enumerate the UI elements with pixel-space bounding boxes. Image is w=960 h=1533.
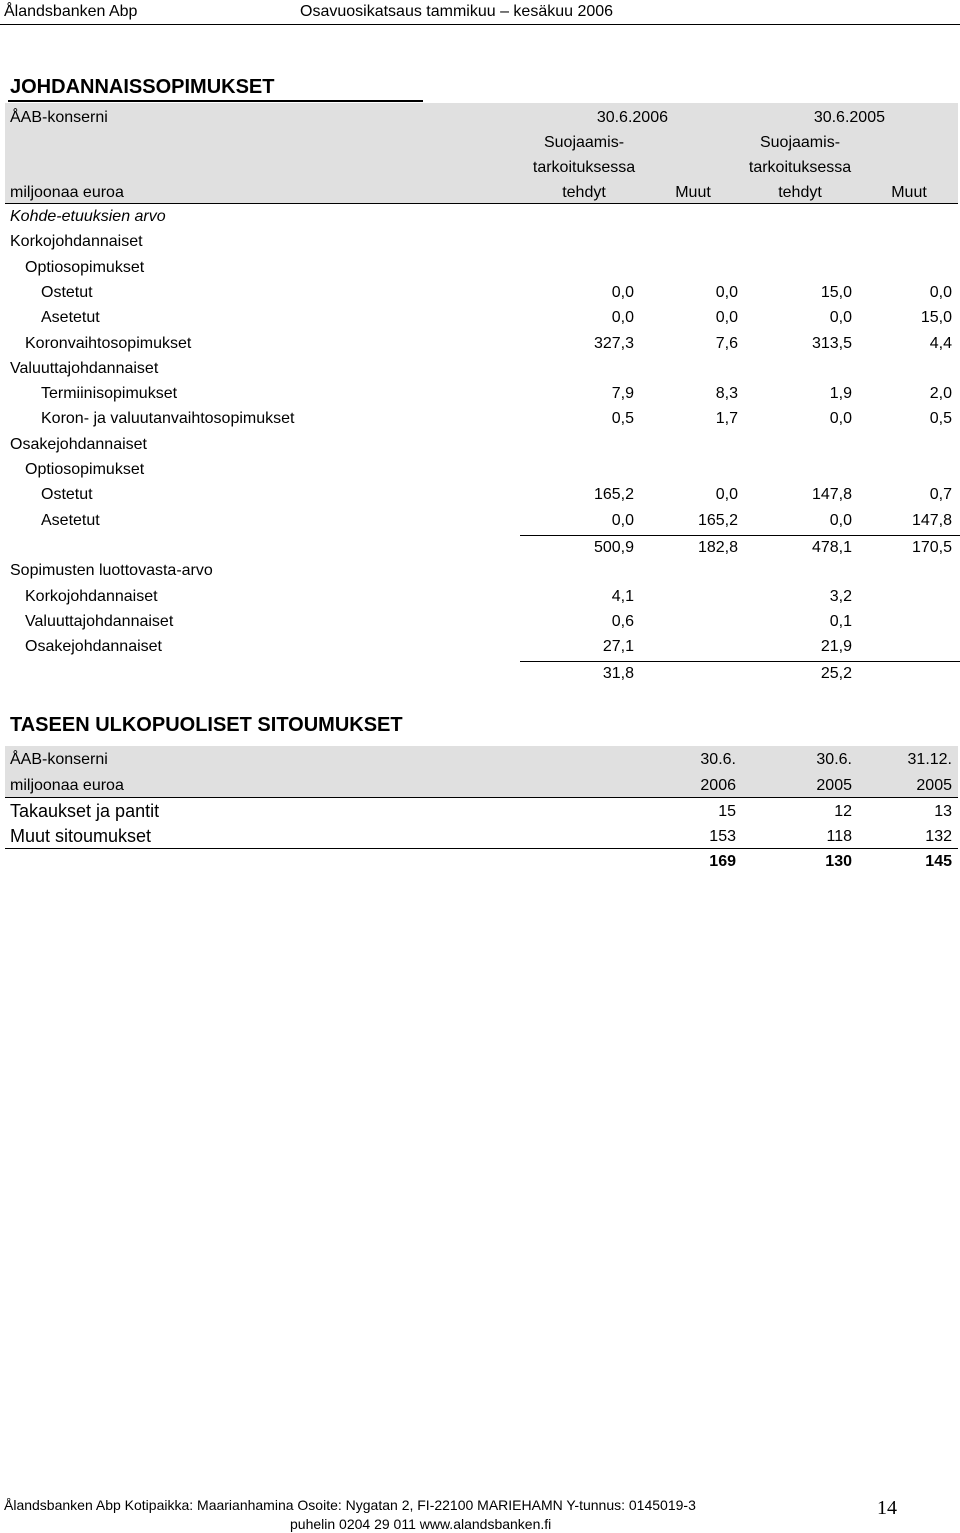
- derivatives-cell: 0,5: [929, 410, 952, 427]
- derivatives-cell: 2,0: [929, 385, 952, 402]
- derivatives-row-label: Termiinisopimukset: [41, 385, 178, 402]
- credit-cell: 0,1: [829, 613, 852, 630]
- offbalance-date-1: 30.6.: [700, 751, 736, 768]
- col-2005-other: Muut: [891, 184, 927, 201]
- hedge-label-2005-a: Suojaamis-: [759, 134, 841, 151]
- page-number: 14: [877, 1497, 897, 1519]
- derivatives-title: JOHDANNAISSOPIMUKSET: [10, 76, 275, 98]
- footer-contact: puhelin 0204 29 011 www.alandsbanken.fi: [290, 1516, 552, 1532]
- offbalance-cell: 118: [826, 828, 852, 845]
- page-header: [0, 2, 960, 24]
- offbalance-cell: 15: [718, 803, 736, 820]
- hedge-label-2005-b: tarkoituksessa: [748, 159, 852, 176]
- offbalance-cell: 153: [709, 828, 736, 845]
- credit-total-cell: 31,8: [602, 665, 634, 682]
- derivatives-row-label: Osakejohdannaiset: [10, 436, 147, 453]
- credit-cell: 21,9: [820, 638, 852, 655]
- derivatives-date-2005: 30.6.2005: [813, 109, 885, 126]
- derivatives-row-label: Ostetut: [41, 284, 93, 301]
- header-bank-name: Ålandsbanken Abp: [4, 3, 138, 20]
- derivatives-total-cell: 500,9: [593, 539, 634, 556]
- footer-company-info: Ålandsbanken Abp Kotipaikka: Maarianhamina Osoite: Nygatan 2, FI-22100 MARIEHAMN Y-tunnus: 0145019-3: [4, 1497, 696, 1513]
- offbalance-year-2: 2005: [816, 777, 852, 794]
- derivatives-cell: 15,0: [820, 284, 852, 301]
- derivatives-cell: 0,0: [929, 284, 952, 301]
- derivatives-cell: 0,0: [829, 309, 852, 326]
- derivatives-cell: 327,3: [593, 335, 634, 352]
- credit-total-rule: [520, 661, 960, 662]
- derivatives-cell: 0,0: [715, 309, 738, 326]
- derivatives-row-label: Koron- ja valuutanvaihtosopimukset: [41, 410, 295, 427]
- derivatives-total-cell: 478,1: [811, 539, 852, 556]
- derivatives-unit-label: miljoonaa euroa: [10, 184, 124, 201]
- offbalance-total-cell: 169: [709, 853, 736, 870]
- derivatives-cell: 147,8: [811, 486, 852, 503]
- derivatives-cell: 7,6: [715, 335, 738, 352]
- derivatives-cell: 313,5: [811, 335, 852, 352]
- derivatives-row-label: Koronvaihtosopimukset: [25, 335, 192, 352]
- derivatives-cell: 1,7: [715, 410, 738, 427]
- derivatives-cell: 0,5: [611, 410, 634, 427]
- offbalance-header-band: [5, 746, 958, 798]
- derivatives-row-label: Optiosopimukset: [25, 259, 145, 276]
- credit-cell: 0,6: [611, 613, 634, 630]
- credit-total-cell: 25,2: [820, 665, 852, 682]
- offbalance-unit-label: miljoonaa euroa: [10, 777, 124, 794]
- offbalance-header-rule: [5, 797, 958, 798]
- derivatives-header-rule: [5, 203, 958, 204]
- derivatives-row-label: Ostetut: [41, 486, 93, 503]
- col-2006-other: Muut: [675, 184, 711, 201]
- derivatives-cell: 0,0: [611, 512, 634, 529]
- derivatives-cell: 0,7: [929, 486, 952, 503]
- header-report-title: Osavuosikatsaus tammikuu – kesäkuu 2006: [300, 3, 614, 20]
- offbalance-cell: 132: [925, 828, 952, 845]
- offbalance-total-rule: [5, 848, 958, 849]
- derivatives-total-rule: [520, 535, 960, 536]
- derivatives-row-label: Korkojohdannaiset: [10, 233, 143, 250]
- credit-row-label: Korkojohdannaiset: [25, 588, 158, 605]
- offbalance-total-cell: 145: [925, 853, 952, 870]
- credit-cell: 4,1: [611, 588, 634, 605]
- offbalance-date-2: 30.6.: [816, 751, 852, 768]
- derivatives-cell: 0,0: [715, 486, 738, 503]
- offbalance-row-label: Muut sitoumukset: [10, 826, 152, 846]
- derivatives-cell: 0,0: [611, 309, 634, 326]
- credit-cell: 3,2: [829, 588, 852, 605]
- offbalance-title: TASEEN ULKOPUOLISET SITOUMUKSET: [10, 714, 403, 736]
- derivatives-cell: 0,0: [715, 284, 738, 301]
- derivatives-row-label: Kohde-etuuksien arvo: [10, 208, 166, 225]
- derivatives-cell: 7,9: [611, 385, 634, 402]
- derivatives-row-label: Optiosopimukset: [25, 461, 145, 478]
- derivatives-cell: 147,8: [911, 512, 952, 529]
- offbalance-year-1: 2006: [700, 777, 736, 794]
- hedge-label-2006-a: Suojaamis-: [543, 134, 625, 151]
- credit-row-label: Valuuttajohdannaiset: [25, 613, 174, 630]
- derivatives-date-2006: 30.6.2006: [596, 109, 668, 126]
- header-rule: [0, 24, 960, 25]
- credit-section-label: Sopimusten luottovasta-arvo: [10, 562, 213, 579]
- derivatives-group-label: ÅAB-konserni: [10, 109, 108, 126]
- derivatives-cell: 165,2: [593, 486, 634, 503]
- col-2005-hedge: tehdyt: [778, 184, 822, 201]
- col-2006-hedge: tehdyt: [562, 184, 606, 201]
- derivatives-row-label: Asetetut: [41, 309, 100, 326]
- offbalance-group-label: ÅAB-konserni: [10, 751, 108, 768]
- derivatives-cell: 0,0: [611, 284, 634, 301]
- derivatives-cell: 4,4: [929, 335, 952, 352]
- offbalance-date-3: 31.12.: [907, 751, 952, 768]
- derivatives-row-label: Valuuttajohdannaiset: [10, 360, 159, 377]
- derivatives-cell: 1,9: [829, 385, 852, 402]
- derivatives-cell: 8,3: [715, 385, 738, 402]
- derivatives-total-cell: 170,5: [911, 539, 952, 556]
- offbalance-cell: 13: [934, 803, 952, 820]
- offbalance-total-cell: 130: [825, 853, 852, 870]
- derivatives-total-cell: 182,8: [697, 539, 738, 556]
- hedge-label-2006-b: tarkoituksessa: [532, 159, 636, 176]
- derivatives-cell: 15,0: [920, 309, 952, 326]
- credit-row-label: Osakejohdannaiset: [25, 638, 162, 655]
- offbalance-row-label: Takaukset ja pantit: [10, 801, 160, 821]
- derivatives-title-underline: [8, 100, 423, 102]
- derivatives-cell: 0,0: [829, 512, 852, 529]
- offbalance-year-3: 2005: [916, 777, 952, 794]
- derivatives-cell: 0,0: [829, 410, 852, 427]
- credit-cell: 27,1: [602, 638, 634, 655]
- derivatives-row-label: Asetetut: [41, 512, 100, 529]
- offbalance-cell: 12: [834, 803, 852, 820]
- derivatives-cell: 165,2: [697, 512, 738, 529]
